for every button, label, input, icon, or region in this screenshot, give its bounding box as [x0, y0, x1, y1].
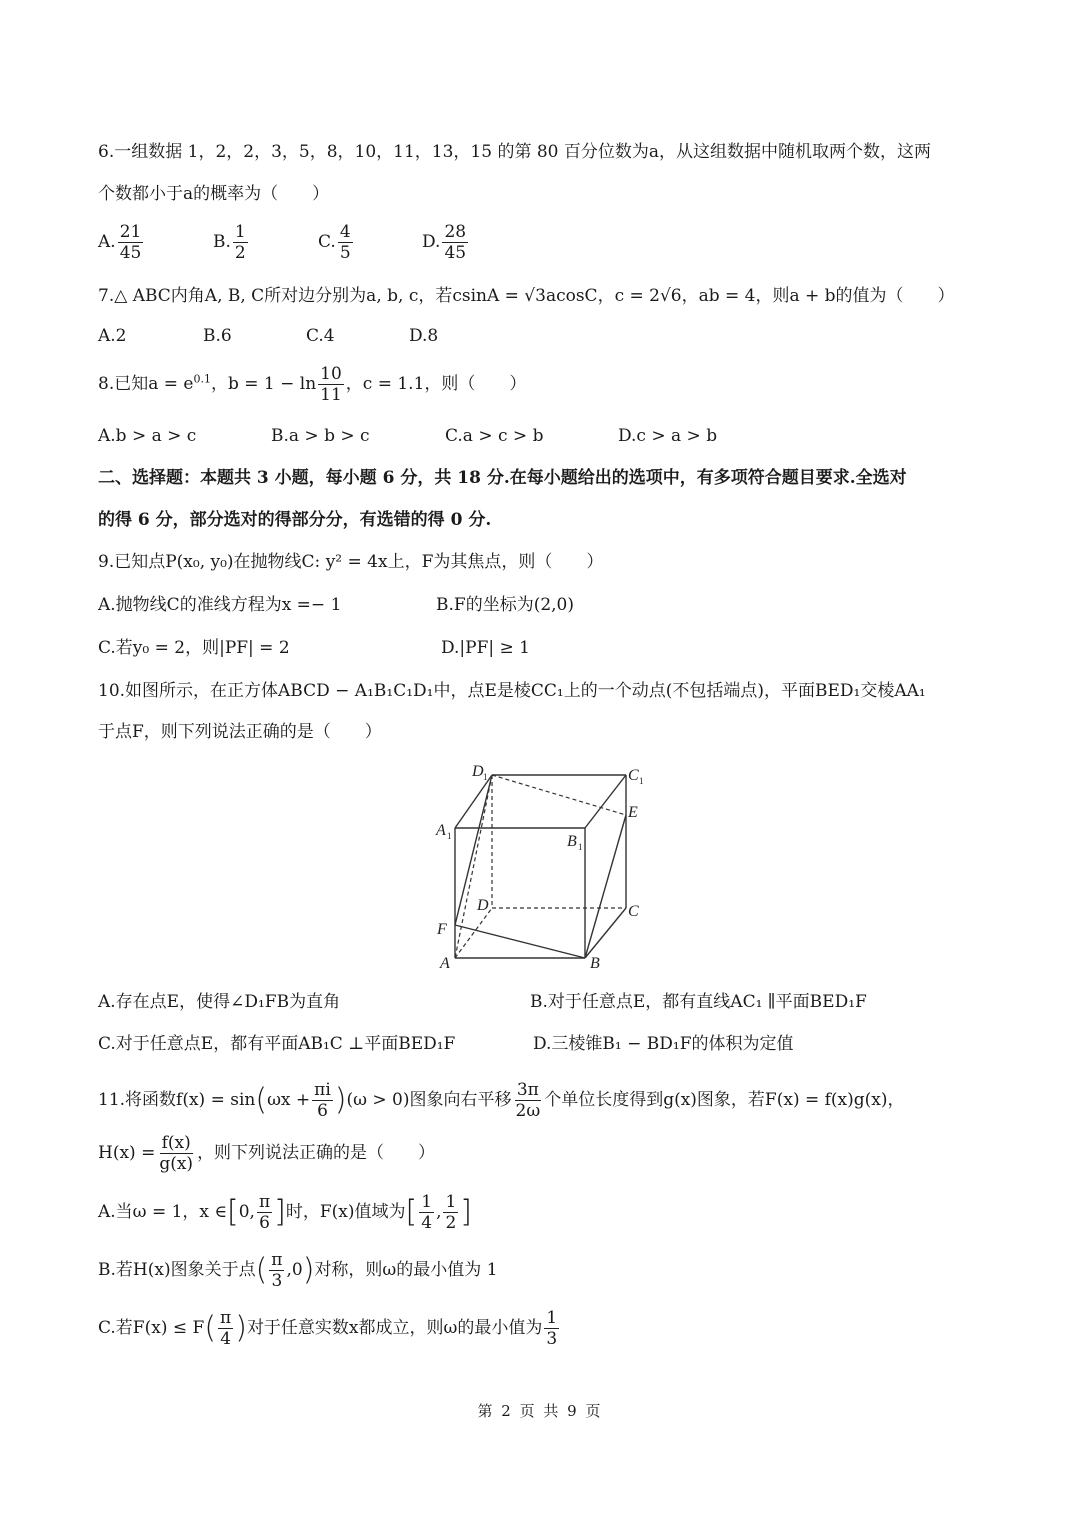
- edge-d1e-hidden: [492, 775, 626, 815]
- section2-header-line1: 二、选择题：本题共 3 小题，每小题 6 分，共 18 分.在每小题给出的选项中，有多项符合题目要求.全选对: [98, 468, 907, 488]
- q6-option-a: A. $\frac{21}{45}$: [98, 222, 142, 263]
- edge-bc: [585, 908, 626, 958]
- label-d1-sub: 1: [483, 772, 488, 782]
- page-footer: 第 2 页 共 9 页: [477, 1402, 603, 1420]
- q6-stem-line1: 6.一组数据 1，2，2，3，5，8，10，11，13，15 的第 80 百分位数为a，从这组数据中随机取两个数，这两: [98, 142, 932, 162]
- q8-option-d: D.c > a > b: [618, 426, 718, 446]
- q8-option-b: B.a > b > c: [271, 426, 370, 446]
- label-a: A: [440, 955, 450, 972]
- label-e: E: [628, 804, 638, 821]
- label-c1: C: [628, 767, 639, 784]
- q8-option-a: A.b > a > c: [98, 426, 197, 446]
- label-b1: B: [567, 833, 577, 850]
- q10-option-b: B.对于任意点E，都有直线AC₁ ∥平面BED₁F: [530, 992, 867, 1012]
- label-d1: D: [472, 763, 484, 780]
- edge-a1d1: [455, 775, 492, 828]
- label-d: D: [477, 897, 489, 914]
- section2-header-line2: 的得 6 分，部分选对的得部分分，有选错的得 0 分.: [98, 510, 492, 530]
- label-a1: A: [436, 822, 446, 839]
- q7-stem: 7.△ ABC内角A, B, C所对边分别为a, b, c，若csinA = √3acosC，c = 2√6，ab = 4，则a + b的值为（ ）: [98, 286, 955, 306]
- q8-option-c: C.a > c > b: [445, 426, 544, 446]
- q7-option-a: A.2: [98, 326, 127, 346]
- q6-stem-line2: 个数都小于a的概率为（ ）: [98, 184, 330, 204]
- q11-stem-line2: H(x) = $\frac{f(x)}{g(x)}$ ，则下列说法正确的是（ ）: [98, 1133, 436, 1174]
- q7-option-b: B.6: [203, 326, 232, 346]
- q10-stem-line2: 于点F，则下列说法正确的是（ ）: [98, 722, 382, 742]
- q9-stem: 9.已知点P(x₀, y₀)在抛物线C: y² = 4x上，F为其焦点，则（ ）: [98, 552, 604, 572]
- q9-option-a: A.抛物线C的准线方程为x =− 1: [98, 595, 342, 615]
- q11-option-c: C.若F(x) ≤ F( $\frac{\pi}{4}$ )对于任意实数x都成立，则ω的最小值为 $\frac{1}{3}$: [98, 1308, 558, 1349]
- q10-stem-line1: 10.如图所示，在正方体ABCD − A₁B₁C₁D₁中，点E是棱CC₁上的一个动点(不包括端点)，平面BED₁交棱AA₁: [98, 681, 926, 701]
- q6-option-d: D. $\frac{28}{45}$: [422, 222, 467, 263]
- q9-option-d: D.|PF| ≥ 1: [441, 638, 530, 658]
- q11-option-b: B.若H(x)图象关于点( $\frac{\pi}{3}$ ,0)对称，则ω的最小值为 1: [98, 1250, 498, 1291]
- label-c1-sub: 1: [639, 776, 644, 786]
- label-b: B: [590, 955, 600, 972]
- edge-be: [585, 815, 626, 958]
- q9-option-b: B.F的坐标为(2,0): [436, 595, 574, 615]
- edge-b1c1: [585, 775, 626, 828]
- q11-option-a: A.当ω = 1，x ∈[0, $\frac{\pi}{6}$ ]时，F(x)值域为[ $\frac{1}{4}$ , $\frac{1}{2}$ ]: [98, 1192, 473, 1233]
- q6-option-c: C. $\frac{4}{5}$: [318, 222, 351, 263]
- q11-stem-line1: 11.将函数f(x) = sin(ωx + $\frac{\pi i}{6}$ )(ω > 0)图象向右平移 $\frac{3\pi}{2\omega}$ 个单位长度得到g(x)图象，若F(x) = f(x)g(x)，: [98, 1080, 905, 1121]
- label-c: C: [628, 903, 639, 920]
- q7-option-d: D.8: [409, 326, 439, 346]
- q7-option-c: C.4: [306, 326, 335, 346]
- q10-option-d: D.三棱锥B₁ − BD₁F的体积为定值: [533, 1034, 794, 1054]
- label-a1-sub: 1: [447, 831, 452, 841]
- cube-figure: [420, 760, 660, 975]
- edge-fb: [455, 925, 585, 958]
- label-f: F: [437, 921, 447, 938]
- label-b1-sub: 1: [578, 842, 583, 852]
- q10-option-c: C.对于任意点E，都有平面AB₁C ⊥平面BED₁F: [98, 1034, 456, 1054]
- q10-option-a: A.存在点E，使得∠D₁FB为直角: [98, 992, 341, 1012]
- q9-option-c: C.若y₀ = 2，则|PF| = 2: [98, 638, 290, 658]
- q8-stem: 8.已知$a = e^{0.1}$，b = 1 − ln $\frac{10}{11}$ ，c = 1.1，则（ ）: [98, 364, 527, 405]
- q6-option-b: B. $\frac{1}{2}$: [213, 222, 246, 263]
